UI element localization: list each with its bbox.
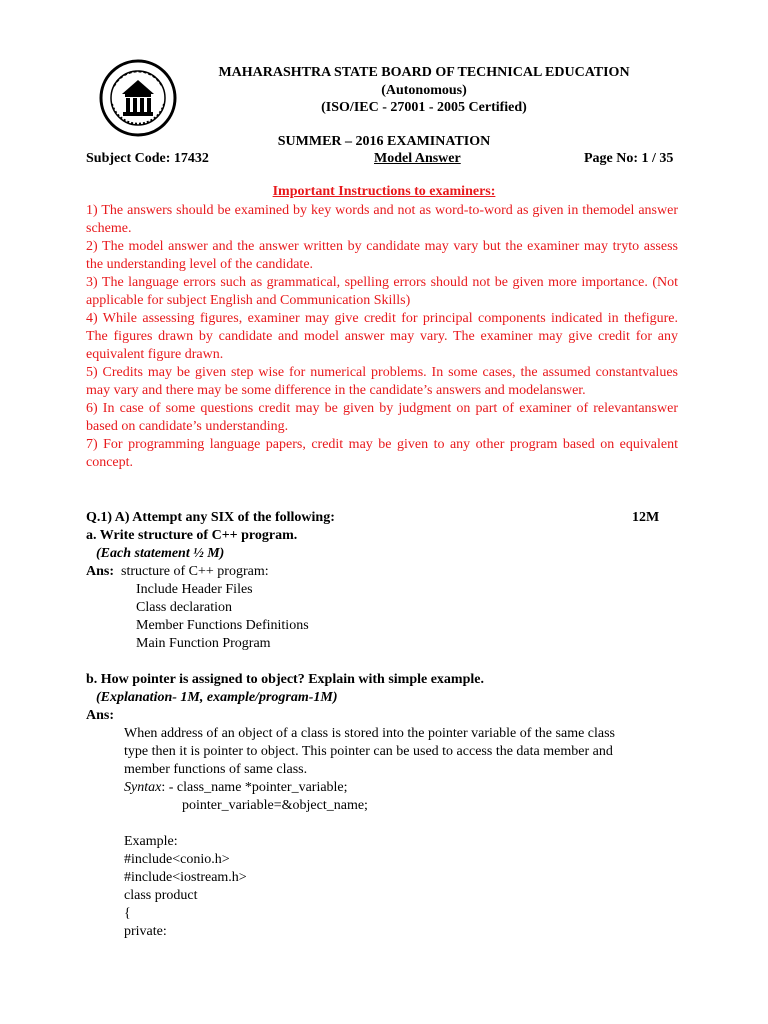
syntax-line-2: pointer_variable=&object_name; xyxy=(182,798,368,813)
question-a-scheme: (Each statement ½ M) xyxy=(96,546,225,561)
example-label: Example: xyxy=(124,834,178,849)
instruction-item: 4) While assessing figures, examiner may give credit for principal components indicated in thefigure. The figures drawn by candidate and model answer may vary. The examiner may give credit for any equivalent figure drawn. xyxy=(86,311,678,362)
answer-a xyxy=(86,563,686,581)
structure-item: Main Function Program xyxy=(136,636,271,651)
question-b-scheme: (Explanation- 1M, example/program-1M) xyxy=(96,690,338,705)
model-answer-label: Model Answer xyxy=(374,151,461,166)
structure-item: Include Header Files xyxy=(136,582,253,597)
instruction-item: 6) In case of some questions credit may be given by judgment on part of examiner of relevantanswer based on candidate’s understanding. xyxy=(86,401,678,434)
answer-b-line: When address of an object of a class is stored into the pointer variable of the same class xyxy=(124,726,616,741)
code-line: { xyxy=(124,906,131,921)
structure-item: Class declaration xyxy=(136,600,233,615)
code-line: #include<conio.h> xyxy=(124,852,230,867)
autonomous-label: (Autonomous) xyxy=(381,83,467,98)
answer-b-line: member functions of same class. xyxy=(124,762,308,777)
subject-code: Subject Code: 17432 xyxy=(86,151,209,166)
question-a: a. Write structure of C++ program. xyxy=(86,528,298,543)
page-number: Page No: 1 / 35 xyxy=(584,151,674,166)
board-name: MAHARASHTRA STATE BOARD OF TECHNICAL EDUCATION xyxy=(218,65,630,80)
code-line: #include<iostream.h> xyxy=(124,870,247,885)
question-1-section xyxy=(86,509,686,941)
answer-b-line: type then it is pointer to object. This pointer can be used to access the data member and xyxy=(124,744,613,759)
subject-row xyxy=(86,151,686,169)
instructions-list xyxy=(86,202,678,472)
instruction-item: 3) The language errors such as grammatical, spelling errors should not be given more importance. (Not applicable for subject English and Communication Skills) xyxy=(86,275,678,308)
instructions-title: Important Instructions to examiners: xyxy=(272,184,496,199)
instruction-item: 2) The model answer and the answer written by candidate may vary but the examiner may tryto assess the understanding level of the candidate. xyxy=(86,239,678,272)
syntax-text: : - class_name *pointer_variable; xyxy=(161,780,348,795)
exam-title: SUMMER – 2016 EXAMINATION xyxy=(277,134,491,149)
instruction-item: 5) Credits may be given step wise for numerical problems. In some cases, the assumed constantvalues may vary and there may be some difference in the candidate’s answers and modelanswer. xyxy=(86,365,678,398)
code-line: private: xyxy=(124,924,167,939)
ans-label: Ans: xyxy=(86,708,115,723)
answer-a-text: structure of C++ program: xyxy=(121,564,269,579)
question-1-marks: 12M xyxy=(632,510,660,525)
code-line: class product xyxy=(124,888,198,903)
iso-certification: (ISO/IEC - 27001 - 2005 Certified) xyxy=(321,100,527,115)
syntax-line xyxy=(86,779,686,797)
instruction-item: 1) The answers should be examined by key words and not as word-to-word as given in themodel answer scheme. xyxy=(86,203,678,236)
ans-label: Ans: xyxy=(86,564,115,579)
question-1-title: Q.1) A) Attempt any SIX of the following: xyxy=(86,510,335,525)
structure-item: Member Functions Definitions xyxy=(136,618,309,633)
question-b: b. How pointer is assigned to object? Explain with simple example. xyxy=(86,672,484,687)
syntax-label: Syntax xyxy=(124,780,162,795)
instruction-item: 7) For programming language papers, credit may be given to any other program based on equivalent concept. xyxy=(86,437,678,470)
